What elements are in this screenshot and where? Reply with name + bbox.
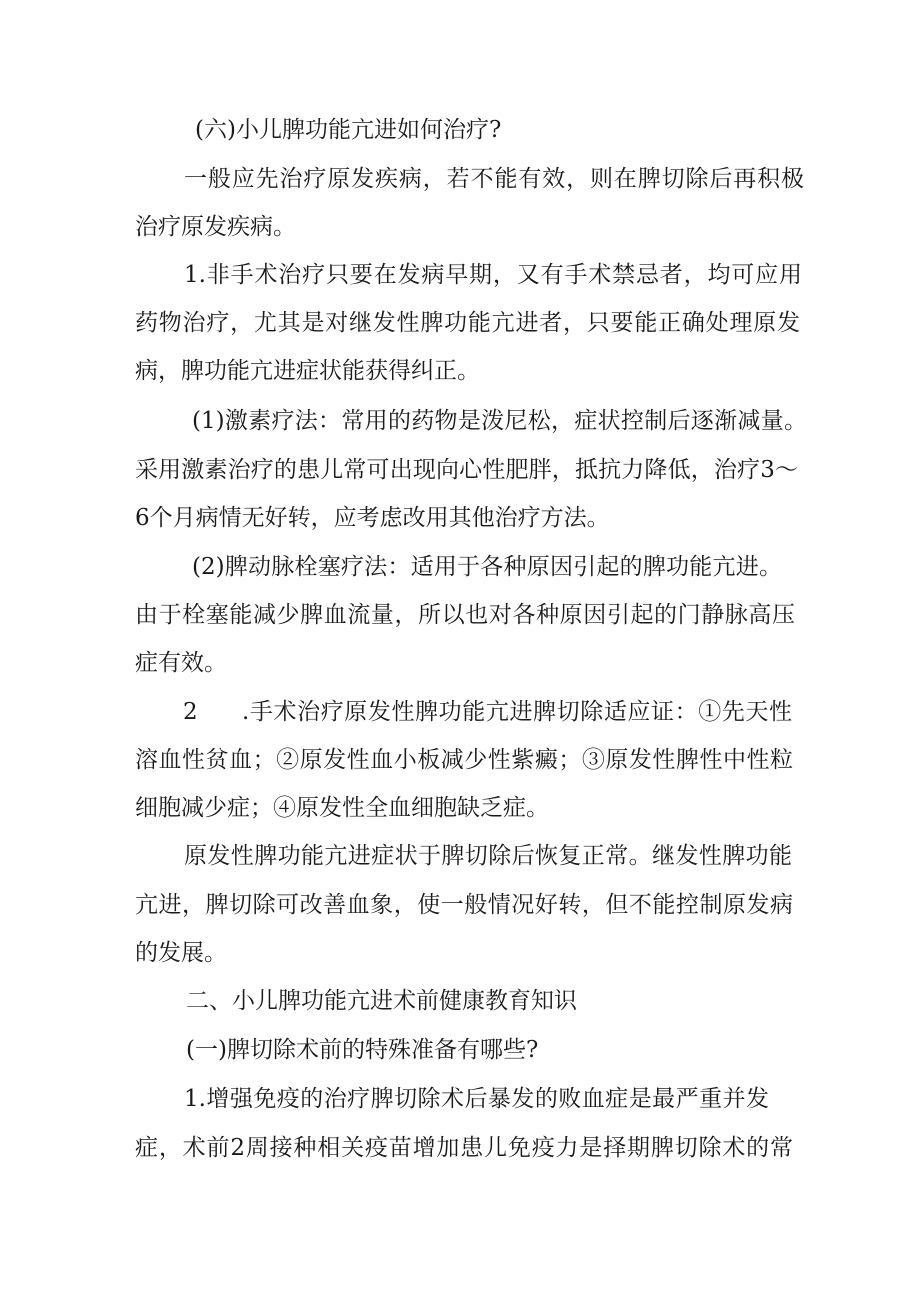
paragraph-line: 症有效。 [135, 650, 227, 676]
paragraph-line: (2)脾动脉栓塞疗法：适用于各种原因引起的脾功能亢进。 [192, 554, 782, 580]
paragraph-line: 原发性脾功能亢进症状于脾切除后恢复正常。继发性脾功能 [184, 843, 792, 869]
paragraph-line: 由于栓塞能减少脾血流量，所以也对各种原因引起的门静脉高压 [135, 602, 795, 628]
paragraph-line: 亢进，脾切除可改善血象，使一般情况好转，但不能控制原发病 [135, 892, 793, 918]
paragraph-line: 1.非手术治疗只要在发病早期，又有手术禁忌者，均可应用 [184, 262, 802, 288]
subheading-treatment: (六)小儿脾功能亢进如何治疗? [195, 117, 502, 143]
paragraph-line: 采用激素治疗的患儿常可出现向心性肥胖，抵抗力降低，治疗3～ [135, 457, 798, 483]
paragraph-line: 溶血性贫血；②原发性血小板减少性紫癜；③原发性脾性中性粒 [135, 747, 793, 773]
section-heading: 二、小儿脾功能亢进术前健康教育知识 [186, 988, 577, 1014]
paragraph-line: 症，术前2周接种相关疫苗增加患儿免疫力是择期脾切除术的常 [135, 1135, 793, 1161]
paragraph-line: 治疗原发疾病。 [135, 214, 296, 240]
paragraph-line: (1)激素疗法：常用的药物是泼尼松，症状控制后逐渐减量。 [192, 408, 807, 434]
paragraph-line: 1.增强免疫的治疗脾切除术后暴发的败血症是最严重并发 [184, 1086, 769, 1112]
subheading-preparation: (一)脾切除术前的特殊准备有哪些? [186, 1037, 539, 1063]
paragraph-line: 药物治疗，尤其是对继发性脾功能亢进者，只要能正确处理原发 [135, 310, 800, 336]
list-number: 2 [183, 699, 198, 725]
paragraph-line: .手术治疗原发性脾功能亢进脾切除适应证：①先天性 [242, 699, 792, 725]
paragraph-line: 的发展。 [135, 940, 227, 966]
paragraph-line: 细胞减少症；④原发性全血细胞缺乏症。 [135, 795, 549, 821]
paragraph-line: 病，脾功能亢进症状能获得纠正。 [135, 358, 480, 384]
paragraph-line: 一般应先治疗原发疾病，若不能有效，则在脾切除后再积极 [184, 166, 804, 192]
paragraph-line: 6个月病情无好转，应考虑改用其他治疗方法。 [135, 505, 610, 531]
